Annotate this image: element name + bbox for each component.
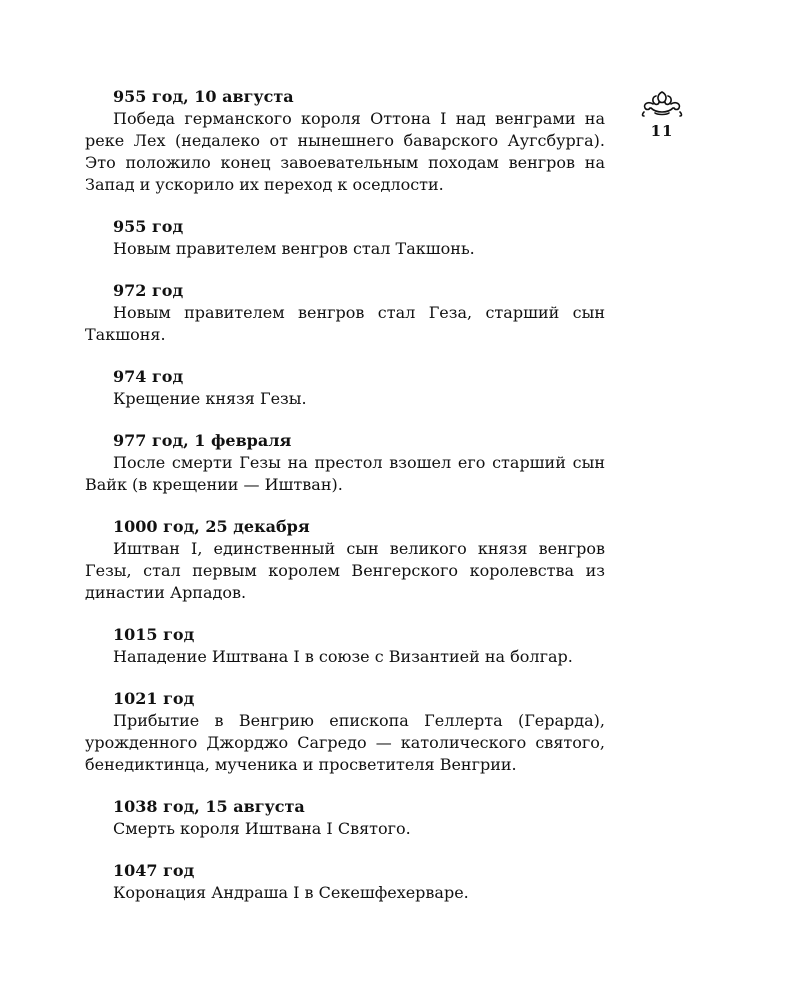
entry-text: Крещение князя Гезы. (113, 389, 307, 408)
chronology-entry (85, 366, 605, 410)
entry-date: 1021 год (113, 689, 195, 708)
entry-text: Иштван I, единственный сын великого князя венгров Гезы, стал первым королем Венгерского королевства из династии Арпадов. (85, 539, 605, 602)
chronology (85, 86, 605, 924)
chronology-entry (85, 86, 605, 196)
page-marker (634, 88, 690, 140)
entry-text: Новым правителем венгров стал Геза, старший сын Такшоня. (85, 303, 605, 344)
entry-text: После смерти Гезы на престол взошел его старший сын Вайк (в крещении — Иштван). (85, 453, 605, 494)
page-number: 11 (650, 122, 674, 140)
chronology-entry (85, 216, 605, 260)
entry-text: Смерть короля Иштвана I Святого. (113, 819, 411, 838)
chronology-entry (85, 688, 605, 776)
chronology-entry (85, 860, 605, 904)
entry-date: 972 год (113, 281, 184, 300)
entry-date: 955 год, 10 августа (113, 87, 294, 106)
entry-date: 1000 год, 25 декабря (113, 517, 310, 536)
chronology-entry (85, 516, 605, 604)
entry-date: 1047 год (113, 861, 195, 880)
entry-text: Коронация Андраша I в Секешфехерваре. (113, 883, 469, 902)
entry-date: 977 год, 1 февраля (113, 431, 292, 450)
entry-text: Прибытие в Венгрию епископа Геллерта (Герарда), урожденного Джорджо Сагредо — католического святого, бенедиктинца, мученика и просветителя Венгрии. (85, 711, 605, 774)
entry-date: 974 год (113, 367, 184, 386)
chronology-entry (85, 796, 605, 840)
chronology-entry (85, 624, 605, 668)
floral-ornament-icon (639, 88, 685, 118)
chronology-entry (85, 430, 605, 496)
chronology-entry (85, 280, 605, 346)
entry-date: 955 год (113, 217, 184, 236)
entry-date: 1038 год, 15 августа (113, 797, 305, 816)
entry-text: Новым правителем венгров стал Такшонь. (113, 239, 475, 258)
entry-text: Победа германского короля Оттона I над венграми на реке Лех (недалеко от нынешнего баварского Аугсбурга). Это положило конец завоевательным походам венгров на Запад и ускорило их переход к оседлости. (85, 109, 605, 194)
entry-date: 1015 год (113, 625, 195, 644)
entry-text: Нападение Иштвана I в союзе с Византией на болгар. (113, 647, 573, 666)
